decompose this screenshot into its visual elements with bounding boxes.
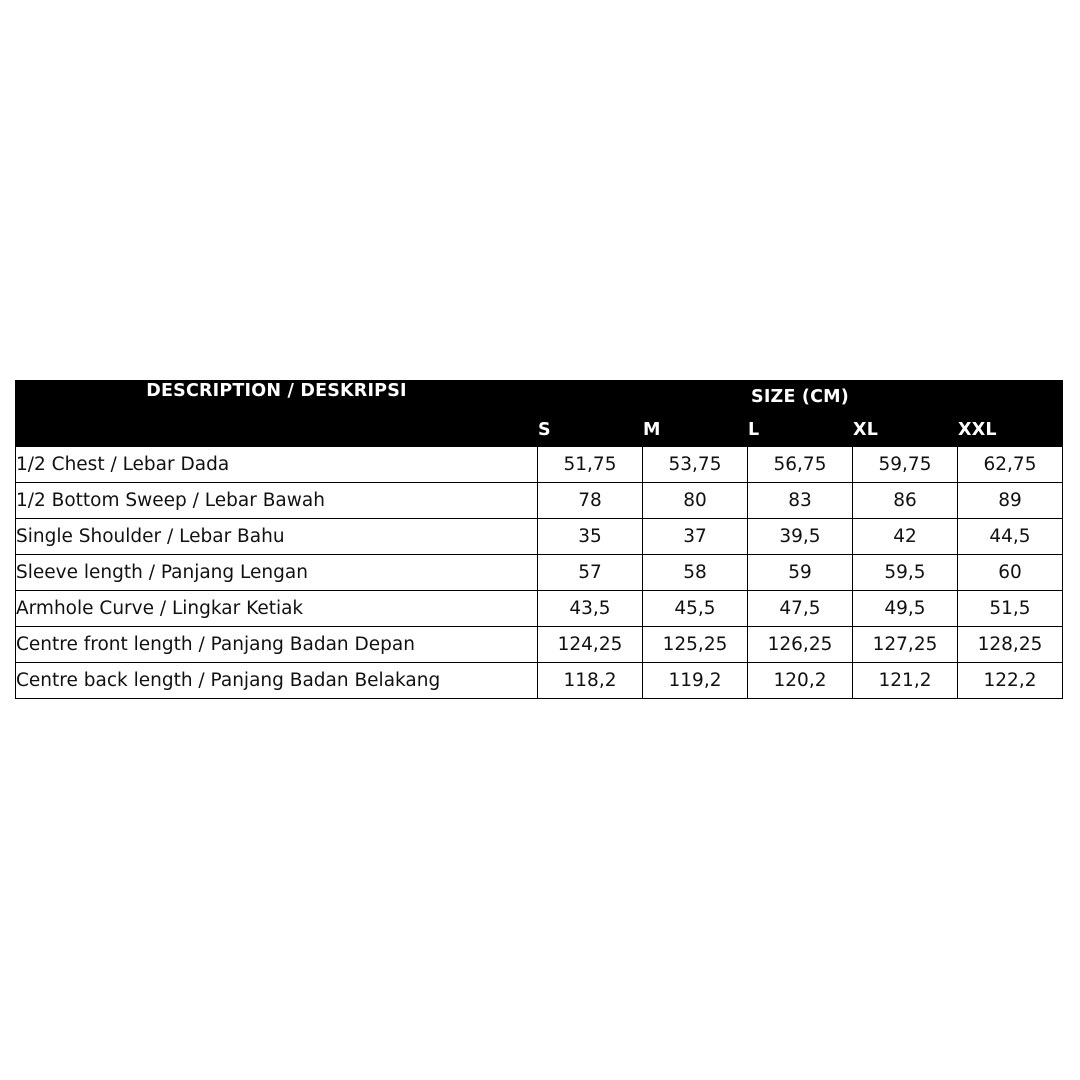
row-label: Single Shoulder / Lebar Bahu <box>16 519 538 555</box>
cell-value: 78 <box>538 483 643 519</box>
size-label-m: M <box>643 413 748 447</box>
table-row <box>16 483 1063 519</box>
row-label: Sleeve length / Panjang Lengan <box>16 555 538 591</box>
cell-value: 37 <box>643 519 748 555</box>
cell-value: 60 <box>958 555 1063 591</box>
cell-value: 42 <box>853 519 958 555</box>
description-header: DESCRIPTION / DESKRIPSI <box>16 381 538 447</box>
cell-value: 49,5 <box>853 591 958 627</box>
size-label-s: S <box>538 413 643 447</box>
cell-value: 59 <box>748 555 853 591</box>
size-chart-table <box>15 380 1063 699</box>
cell-value: 128,25 <box>958 627 1063 663</box>
cell-value: 39,5 <box>748 519 853 555</box>
size-label-xxl: XXL <box>958 413 1063 447</box>
cell-value: 121,2 <box>853 663 958 699</box>
size-label-xl: XL <box>853 413 958 447</box>
cell-value: 45,5 <box>643 591 748 627</box>
cell-value: 118,2 <box>538 663 643 699</box>
table-row <box>16 447 1063 483</box>
table-row <box>16 591 1063 627</box>
cell-value: 53,75 <box>643 447 748 483</box>
cell-value: 59,75 <box>853 447 958 483</box>
cell-value: 58 <box>643 555 748 591</box>
row-label: Centre back length / Panjang Badan Belakang <box>16 663 538 699</box>
cell-value: 56,75 <box>748 447 853 483</box>
table-row <box>16 555 1063 591</box>
row-label: Centre front length / Panjang Badan Depan <box>16 627 538 663</box>
cell-value: 89 <box>958 483 1063 519</box>
cell-value: 51,5 <box>958 591 1063 627</box>
size-header: SIZE (CM) <box>538 381 1063 413</box>
cell-value: 43,5 <box>538 591 643 627</box>
table-row <box>16 663 1063 699</box>
cell-value: 57 <box>538 555 643 591</box>
row-label: 1/2 Chest / Lebar Dada <box>16 447 538 483</box>
table-row <box>16 627 1063 663</box>
cell-value: 80 <box>643 483 748 519</box>
cell-value: 83 <box>748 483 853 519</box>
cell-value: 122,2 <box>958 663 1063 699</box>
cell-value: 59,5 <box>853 555 958 591</box>
row-label: 1/2 Bottom Sweep / Lebar Bawah <box>16 483 538 519</box>
cell-value: 44,5 <box>958 519 1063 555</box>
cell-value: 125,25 <box>643 627 748 663</box>
cell-value: 126,25 <box>748 627 853 663</box>
cell-value: 86 <box>853 483 958 519</box>
cell-value: 119,2 <box>643 663 748 699</box>
cell-value: 47,5 <box>748 591 853 627</box>
table-header <box>16 381 1063 447</box>
cell-value: 124,25 <box>538 627 643 663</box>
cell-value: 35 <box>538 519 643 555</box>
table-body <box>16 447 1063 699</box>
size-label-l: L <box>748 413 853 447</box>
table-row <box>16 519 1063 555</box>
cell-value: 120,2 <box>748 663 853 699</box>
row-label: Armhole Curve / Lingkar Ketiak <box>16 591 538 627</box>
cell-value: 51,75 <box>538 447 643 483</box>
cell-value: 127,25 <box>853 627 958 663</box>
cell-value: 62,75 <box>958 447 1063 483</box>
